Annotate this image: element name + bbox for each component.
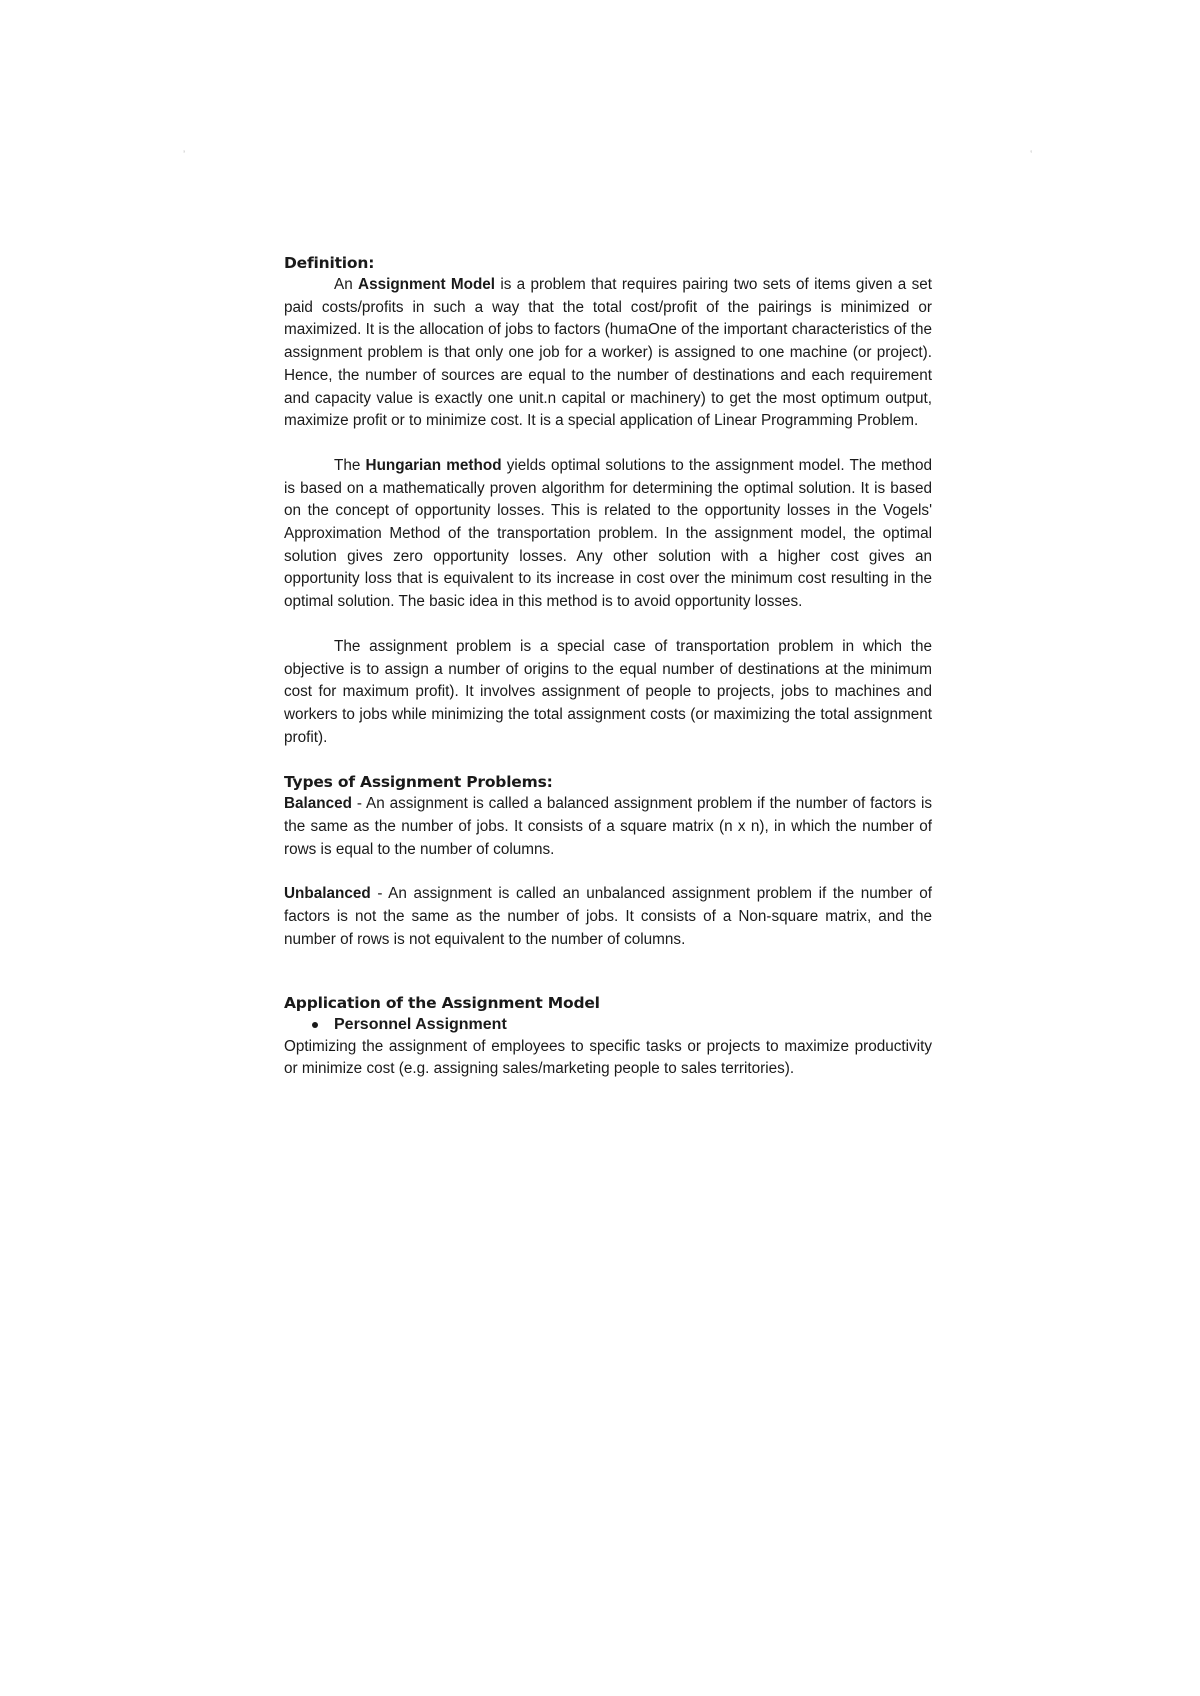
definition-paragraph bbox=[284, 274, 932, 433]
balanced-term: Balanced bbox=[284, 795, 353, 813]
balanced-paragraph bbox=[284, 793, 932, 861]
application-list bbox=[284, 1014, 932, 1036]
unbalanced-paragraph bbox=[284, 883, 932, 951]
section-spacer bbox=[284, 952, 932, 992]
page-corner-mark-left: ʼ bbox=[183, 150, 186, 161]
application-heading: Application of the Assignment Model bbox=[284, 993, 600, 1012]
hungarian-method-term: Hungarian method bbox=[365, 456, 502, 474]
special-case-paragraph: The assignment problem is a special case of transportation problem in which the objective is to assign a number of origins to the equal number of destinations at the minimum cost for maximum profit). It involves assignment of people to projects, jobs to machines and workers to jobs while minimizing the total assignment costs (or maximizing the total assignment profit). bbox=[284, 637, 932, 746]
paragraph-spacer bbox=[284, 433, 932, 455]
list-item bbox=[312, 1014, 932, 1036]
hungarian-lead: The bbox=[334, 456, 366, 474]
types-heading: Types of Assignment Problems: bbox=[284, 773, 553, 792]
definition-heading: Definition: bbox=[284, 254, 375, 272]
paragraph-spacer bbox=[284, 749, 932, 771]
unbalanced-term: Unbalanced bbox=[284, 885, 371, 903]
assignment-model-term: Assignment Model bbox=[358, 276, 496, 293]
unbalanced-body: - An assignment is called an unbalanced assignment problem if the number of factors is not the same as the number of jobs. It consists of a Non-square matrix, and the number of rows is not equivalent to the number of columns. bbox=[284, 885, 932, 948]
application-item-label: Personnel Assignment bbox=[334, 1015, 507, 1033]
bullet-icon bbox=[312, 1022, 318, 1028]
page-corner-mark-right: ʽ bbox=[1030, 150, 1033, 161]
application-paragraph: Optimizing the assignment of employees to specific tasks or projects to maximize productivity or minimize cost (e.g. assigning sales/marketing people to sales territories). bbox=[284, 1037, 932, 1078]
hungarian-body: yields optimal solutions to the assignment model. The method is based on a mathematically proven algorithm for determining the optimal solution. It is based on the concept of opportunity losses. This is related to the opportunity losses in the Vogels' Approximation Method of the transportation problem. In the assignment model, the optimal solution gives zero opportunity losses. Any other solution with a higher cost gives an opportunity loss that is equivalent to its increase in cost over the minimum cost resulting in the optimal solution. The basic idea in this method is to avoid opportunity losses. bbox=[284, 456, 932, 611]
document-body bbox=[284, 252, 932, 1081]
definition-lead: An bbox=[334, 276, 359, 293]
paragraph-spacer bbox=[284, 861, 932, 883]
balanced-body: - An assignment is called a balanced assignment problem if the number of factors is the same as the number of jobs. It consists of a square matrix (n x n), in which the number of rows is equal to the number of columns. bbox=[284, 795, 932, 858]
paragraph-spacer bbox=[284, 614, 932, 636]
hungarian-paragraph bbox=[284, 455, 932, 614]
definition-body: is a problem that requires pairing two sets of items given a set paid costs/profits in such a way that the total cost/profit of the pairings is minimized or maximized. It is the allocation of jobs to factors (humaOne of the important characteristics of the assignment problem is that only one job for a worker) is assigned to one machine (or project). Hence, the number of sources are equal to the number of destinations and each requirement and capacity value is exactly one unit.n capital or machinery) to get the most optimum output, maximize profit or to minimize cost. It is a special application of Linear Programming Problem. bbox=[284, 276, 933, 430]
